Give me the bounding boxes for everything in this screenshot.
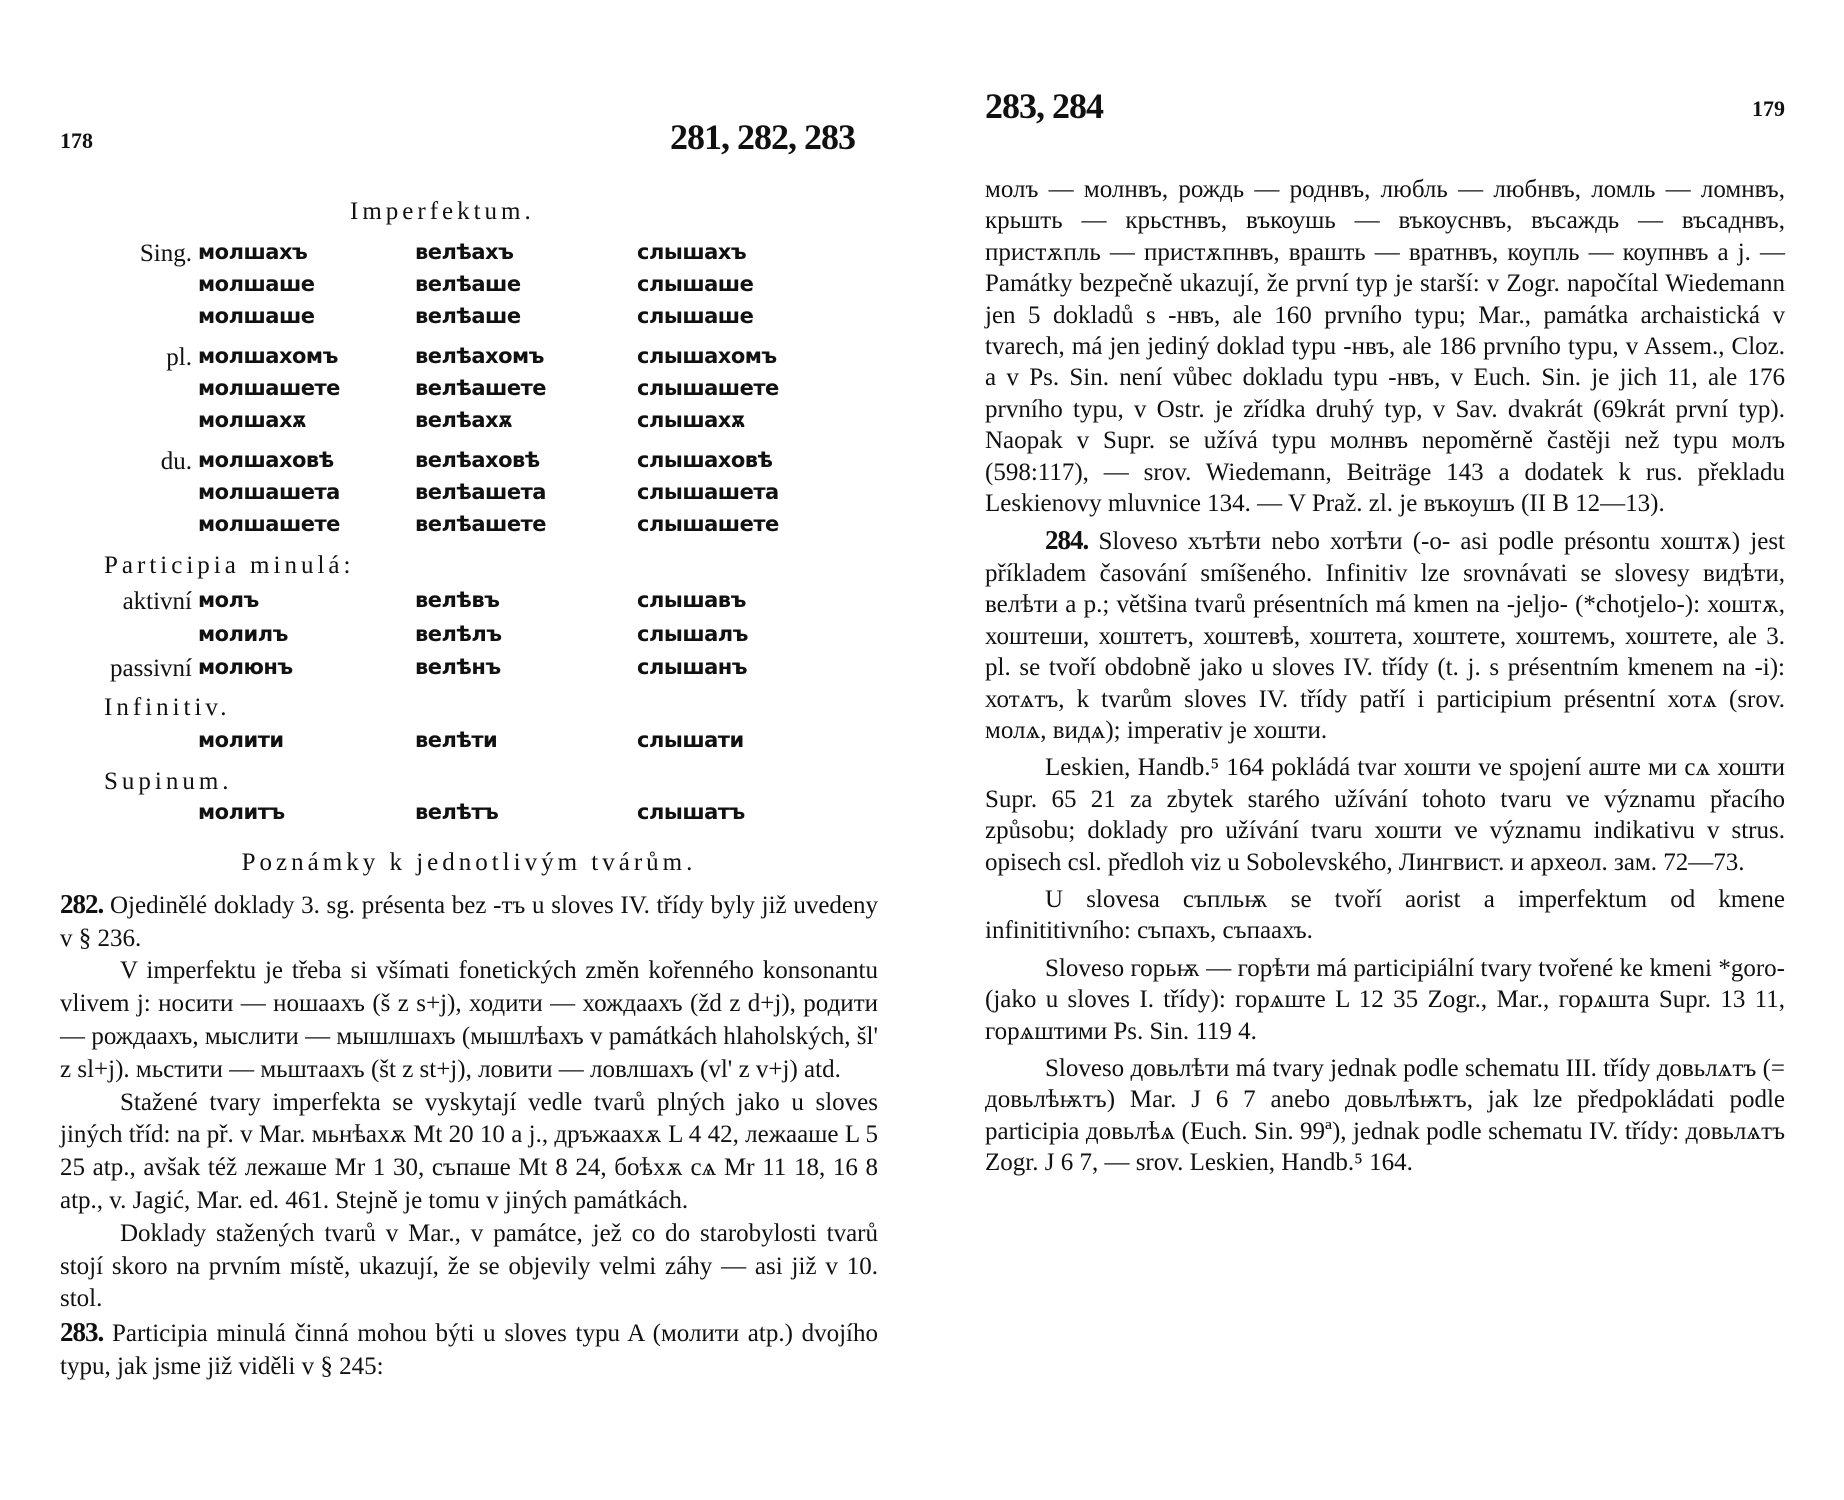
paragraph: Sloveso довьлѣти má tvary jednak podle schematu III. třídy довьлѧтъ (= довьлѣѭтъ) Mar. J 6 7 anebo довьлѣѭтъ, jak lze předpokládati podle participia довьлѣѧ (Euch. Sin. 99ª), jednak podle schematu IV. třídy: довьлѧтъ Zogr. J 6 7, — srov. Leskien, Handb.⁵ 164. — [985, 1054, 1785, 1177]
paragraph: U slovesa съпльѭ se tvoří aorist a imperfektum od kmene infinititivního: съпахъ, съпаахъ. — [985, 885, 1785, 945]
table-row — [60, 512, 880, 544]
row-label: du. — [160, 448, 192, 475]
form-cell: велѣтъ — [415, 800, 499, 824]
form-cell: велѣаше — [415, 304, 521, 328]
table-row — [60, 376, 880, 408]
section-number: 282. — [60, 888, 104, 919]
form-cell: велѣашете — [415, 376, 546, 400]
table-row — [60, 408, 880, 440]
form-cell: велѣахѫ — [415, 408, 513, 432]
left-body-text — [60, 847, 878, 1384]
form-cell: слышалъ — [637, 622, 748, 646]
table-row — [60, 272, 880, 304]
table-row — [60, 622, 880, 654]
form-cell: велѣлъ — [415, 622, 502, 646]
row-label: passivní — [110, 655, 192, 682]
form-cell: молилъ — [198, 622, 288, 646]
paragraph-text: Participia minulá činná mohou býti u sloves typu A (молити atp.) dvojího typu, jak jsme již viděli v § 245: — [60, 1320, 879, 1380]
table-row — [60, 728, 880, 760]
form-cell: молшашете — [198, 376, 340, 400]
form-cell: молшаховѣ — [198, 448, 334, 472]
form-cell: молъ — [198, 588, 259, 612]
table-row — [60, 448, 880, 480]
table-row — [60, 588, 880, 620]
row-label: Sing. — [139, 240, 192, 267]
participia-heading: Participia minulá: — [104, 552, 355, 579]
form-cell: слышахъ — [637, 240, 747, 264]
form-cell: молшашета — [198, 480, 340, 504]
paragraph: Doklady stažených tvarů v Mar., v památce, jež co do starobylosti tvarů stojí skoro na prvním místě, ukazují, že se objevily velmi záhy — asi již v 10. stol. — [60, 1219, 878, 1313]
paragraph-text: Ojedinělé doklady 3. sg. présenta bez -тъ u sloves IV. třídy byly již uvedeny v § 236. — [60, 891, 879, 952]
form-cell: молитъ — [198, 800, 285, 824]
form-cell: молшашете — [198, 512, 340, 536]
form-cell: велѣнъ — [415, 655, 501, 679]
form-cell: велѣахомъ — [415, 344, 544, 368]
table-row — [60, 240, 880, 272]
table-row — [60, 480, 880, 512]
paragraph: молъ — молнвъ, рождь — роднвъ, любль — любнвъ, ломль — ломнвъ, крьшть — крьстнвъ, въкоушь — въкоуснвъ, въсаждь — въсаднвъ, пристѫпль — пристѫпнвъ, врашть — вратнвъ, коупль — коупнвъ a j. — Památky bezpečně ukazují, že první typ je starší: v Zogr. napočítal Wiedemann jen 5 dokladů s -нвъ, ale 160 prvního typu; Mar., památka archaistická v tvarech, má jen jediný doklad typu -нвъ, ale 186 prvního typu, v Assem., Cloz. a v Ps. Sin. není vůbec dokladu typu -нвъ, v Euch. Sin. je jich 11, ale 176 prvního typu, v Ostr. je zřídka druhý typ, v Sav. dvakrát (69krát první typ). Naopak v Supr. se užívá typu молнвъ nepoměrně častěji než typu молъ (598:117), — srov. Wiedemann, Beiträge 143 a dodatek k rus. překladu Leskienovy mluvnice 134. — V Praž. zl. je въкоушъ (II B 12—13). — [985, 176, 1785, 518]
page-number-right: 179 — [1752, 96, 1785, 121]
right-body-text — [985, 174, 1785, 1179]
form-cell: молшахѫ — [198, 408, 306, 432]
form-cell: молшахомъ — [198, 344, 338, 368]
form-cell: молити — [198, 728, 284, 752]
form-cell: велѣахъ — [415, 240, 514, 264]
paragraph: Sloveso горьѭ — горѣти má participiální tvary tvořené ke kmeni *goro- (jako u sloves I. třídy): горѧште L 12 35 Zogr., Mar., горѧшта Supr. 13 11, горѧштими Ps. Sin. 119 4. — [985, 954, 1785, 1045]
form-cell: слышавъ — [637, 588, 746, 612]
table-row — [60, 800, 880, 832]
paragraph: Leskien, Handb.⁵ 164 pokládá tvar хошти ve spojení аште ми сѧ хошти Supr. 65 21 za zbytek starého užívání tohoto tvaru ve významu přacího způsobu; doklady pro užívání tvaru хошти ve významu indikativu v strus. opisech csl. předloh viz u Sobolevského, Лингвист. и археол. зам. 72—73. — [985, 754, 1785, 876]
form-cell: слышати — [637, 728, 744, 752]
form-cell: велѣашете — [415, 512, 546, 536]
section-numbers-left: 281, 282, 283 — [670, 117, 855, 157]
notes-heading: Poznámky k jednotlivým tvárům. — [241, 849, 697, 876]
form-cell: слышашете — [637, 512, 779, 536]
form-cell: слышаховѣ — [637, 448, 773, 472]
paragraph-text: Sloveso хътѣти nebo хотѣти (-o- asi podle présontu хоштѫ) jest příkladem časování smíšeného. Infinitiv lze srovnávati se slovesy видѣти, велѣти a p.; většina tvarů présentních má kmen na -jeljo- (*chotjelo-): хоштѫ, хоштеши, хоштетъ, хоштевѣ, хоштета, хоштете, хоштемъ, хоштете, ale 3. pl. se tvoří obdobně jako u sloves IV. třídy (t. j. s présentním kmenem na -i): хотѧтъ, k tvarům sloves IV. třídy patří i participium présentní хотѧ (srov. молѧ, видѧ); imperativ je хошти. — [985, 528, 1786, 744]
form-cell: велѣаховѣ — [415, 448, 540, 472]
form-cell: велѣаше — [415, 272, 521, 296]
imperfect-heading: Imperfektum. — [350, 198, 535, 225]
form-cell: велѣти — [415, 728, 498, 752]
section-numbers-right: 283, 284 — [985, 86, 1103, 126]
supinum-heading: Supinum. — [104, 768, 233, 795]
form-cell: молюнъ — [198, 655, 293, 679]
form-cell: слышатъ — [637, 800, 745, 824]
form-cell: слышашета — [637, 480, 779, 504]
form-cell: слышанъ — [637, 655, 748, 679]
table-row — [60, 344, 880, 376]
form-cell: велѣашета — [415, 480, 546, 504]
section-number: 283. — [60, 1317, 104, 1348]
paragraph-284 — [985, 525, 1785, 746]
row-label: aktivní — [122, 588, 192, 615]
form-cell: слышаше — [637, 272, 754, 296]
form-cell: слышахѫ — [637, 408, 745, 432]
infinitiv-heading: Infinitiv. — [104, 694, 231, 721]
form-cell: слышахомъ — [637, 344, 777, 368]
form-cell: молшаше — [198, 304, 315, 328]
row-label: pl. — [166, 344, 192, 371]
paragraph: Stažené tvary imperfekta se vyskytají vedle tvarů plných jako u sloves jiných tříd: na př. v Mar. мьнѣахѫ Mt 20 10 a j., дръжаахѫ L 4 42, лежааше L 5 25 atp., avšak též лежаше Mr 1 30, съпаше Mt 8 24, боѣхѫ сѧ Mr 11 18, 16 8 atp., v. Jagić, Mar. ed. 461. Stejně je tomu v jiných památkách. — [60, 1088, 878, 1214]
paragraph: V imperfektu je třeba si všímati fonetických změn kořenného konsonantu vlivem j: носити — ношаахъ (š z s+j), ходити — хождаахъ (žd z d+j), родити — рождаахъ, мыслити — мышлшахъ (мышлѣахъ v památkách hlaholských, šl' z sl+j). мьстити — мьштаахъ (št z st+j), ловити — ловлшахъ (vl' z v+j) atd. — [60, 957, 878, 1083]
section-number: 284. — [1045, 525, 1089, 556]
form-cell: велѣвъ — [415, 588, 500, 612]
table-row — [60, 304, 880, 336]
form-cell: слышашете — [637, 376, 779, 400]
paragraph-282 — [60, 888, 878, 956]
paragraph-283 — [60, 1316, 878, 1384]
table-row — [60, 655, 880, 687]
form-cell: молшаше — [198, 272, 315, 296]
form-cell: молшахъ — [198, 240, 308, 264]
page-number-left: 178 — [60, 128, 93, 153]
form-cell: слышаше — [637, 304, 754, 328]
